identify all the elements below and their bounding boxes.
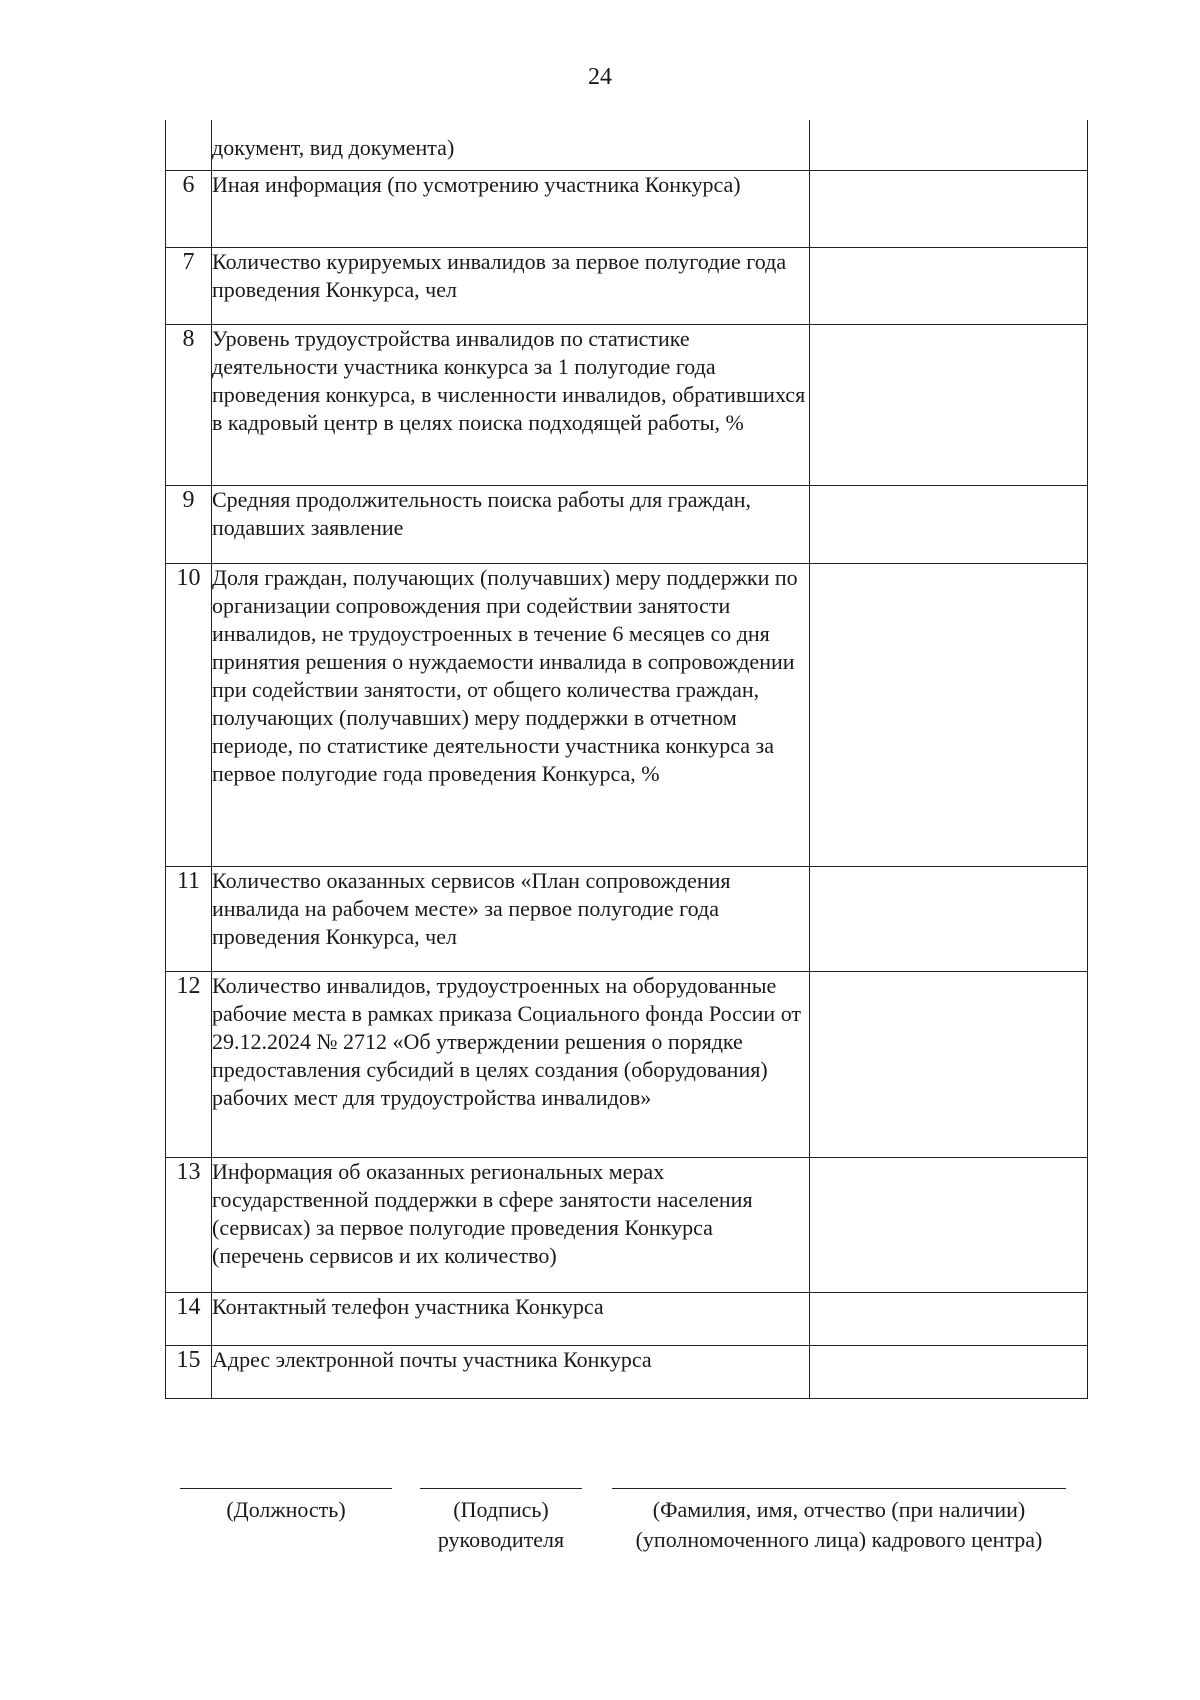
table-row xyxy=(166,247,1088,324)
row-description: Адрес электронной почты участника Конкурса xyxy=(212,1345,810,1398)
position-line[interactable] xyxy=(180,1488,392,1489)
row-value-cell[interactable] xyxy=(810,485,1088,563)
row-description: Средняя продолжительность поиска работы для граждан, подавших заявление xyxy=(212,485,810,563)
row-number: 7 xyxy=(166,247,212,324)
row-value-cell[interactable] xyxy=(810,324,1088,485)
table-row xyxy=(166,324,1088,485)
row-value-cell[interactable] xyxy=(810,971,1088,1157)
row-number: 10 xyxy=(166,563,212,866)
row-number: 13 xyxy=(166,1157,212,1292)
row-description: Информация об оказанных региональных мерах государственной поддержки в сфере занятости населения (сервисах) за первое полугодие проведения Конкурса (перечень сервисов и их количество) xyxy=(212,1157,810,1292)
application-form-table xyxy=(165,120,1088,1399)
row-number: 6 xyxy=(166,170,212,247)
row-description: документ, вид документа) xyxy=(212,120,810,170)
row-description: Иная информация (по усмотрению участника Конкурса) xyxy=(212,170,810,247)
table-row xyxy=(166,1292,1088,1345)
row-number: 11 xyxy=(166,866,212,971)
full-name-field xyxy=(612,1488,1066,1555)
row-value-cell[interactable] xyxy=(810,866,1088,971)
table-row xyxy=(166,120,1088,170)
row-description: Контактный телефон участника Конкурса xyxy=(212,1292,810,1345)
row-number: 14 xyxy=(166,1292,212,1345)
signature-field xyxy=(420,1488,582,1555)
row-description: Количество оказанных сервисов «План сопровождения инвалида на рабочем месте» за первое полугодие года проведения Конкурса, чел xyxy=(212,866,810,971)
page-number: 24 xyxy=(588,64,612,90)
row-value-cell[interactable] xyxy=(810,170,1088,247)
table-row xyxy=(166,485,1088,563)
row-number xyxy=(166,120,212,170)
row-value-cell[interactable] xyxy=(810,563,1088,866)
row-number: 15 xyxy=(166,1345,212,1398)
signature-line[interactable] xyxy=(420,1488,582,1489)
row-value-cell[interactable] xyxy=(810,1345,1088,1398)
position-field xyxy=(180,1488,392,1525)
row-description: Количество курируемых инвалидов за первое полугодие года проведения Конкурса, чел xyxy=(212,247,810,324)
full-name-caption: (Фамилия, имя, отчество (при наличии) xyxy=(652,1497,1026,1522)
row-value-cell[interactable] xyxy=(810,120,1088,170)
row-number: 12 xyxy=(166,971,212,1157)
row-description: Уровень трудоустройства инвалидов по статистике деятельности участника конкурса за 1 полугодие года проведения конкурса, в численности инвалидов, обратившихся в кадровый центр в целях поиска подходящей работы, % xyxy=(212,324,810,485)
signature-caption-role: руководителя xyxy=(437,1527,565,1552)
position-caption: (Должность) xyxy=(226,1497,346,1522)
row-description: Количество инвалидов, трудоустроенных на оборудованные рабочие места в рамках приказа Социального фонда России от 29.12.2024 № 2712 «Об утверждении решения о порядке предоставления субсидий в целях создания (оборудования) рабочих мест для трудоустройства инвалидов» xyxy=(212,971,810,1157)
row-value-cell[interactable] xyxy=(810,1157,1088,1292)
row-number: 9 xyxy=(166,485,212,563)
row-value-cell[interactable] xyxy=(810,247,1088,324)
table-row xyxy=(166,1157,1088,1292)
full-name-line[interactable] xyxy=(612,1488,1066,1489)
table-row xyxy=(166,971,1088,1157)
row-description: Доля граждан, получающих (получавших) меру поддержки по организации сопровождения при содействии занятости инвалидов, не трудоустроенных в течение 6 месяцев со дня принятия решения о нуждаемости инвалида в сопровождении при содействии занятости, от общего количества граждан, получающих (получавших) меру поддержки в отчетном периоде, по статистике деятельности участника конкурса за первое полугодие года проведения Конкурса, % xyxy=(212,563,810,866)
signature-caption: (Подпись) xyxy=(453,1497,549,1522)
table-row xyxy=(166,563,1088,866)
full-name-caption-org: (уполномоченного лица) кадрового центра) xyxy=(635,1527,1043,1552)
row-number: 8 xyxy=(166,324,212,485)
table-row xyxy=(166,866,1088,971)
table-row xyxy=(166,170,1088,247)
row-value-cell[interactable] xyxy=(810,1292,1088,1345)
table-row xyxy=(166,1345,1088,1398)
